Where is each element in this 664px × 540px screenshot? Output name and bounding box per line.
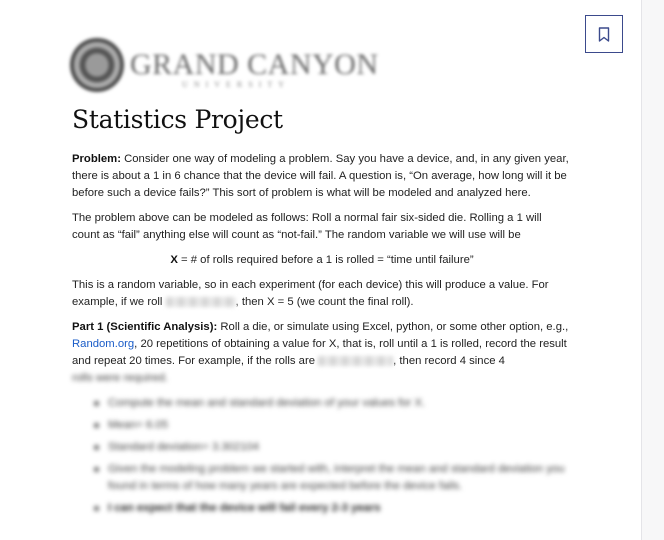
problem-label: Problem: [72, 153, 121, 165]
part1-text-1: Roll a die, or simulate using Excel, python, or some other option, e.g., [217, 321, 569, 333]
logo-subtext: UNIVERSITY [182, 80, 290, 89]
page-title: Statistics Project [72, 105, 283, 134]
document-body [72, 104, 572, 522]
random-variable-text-2: , then X = 5 (we count the final roll). [235, 296, 414, 308]
part1-text-3: , then record 4 since 4 [393, 355, 505, 367]
variable-definition [72, 252, 572, 269]
part1-text-2: , 20 repetitions of obtaining a value for X, that is, roll until a 1 is rolled, record the result and repeat 20 times. For example, if the rolls are [72, 338, 567, 367]
variable-definition-text: = # of rolls required before a 1 is rolled = “time until failure” [177, 254, 474, 266]
redacted-roll-sequence [166, 297, 236, 307]
list-item: Mean= 6.05 [94, 417, 572, 434]
random-variable-paragraph [72, 277, 572, 311]
redacted-example-rolls [318, 356, 393, 366]
logo-text: GRAND CANYON [130, 48, 379, 81]
model-paragraph: The problem above can be modeled as follows: Roll a normal fair six-sided die. Rolling a 1 will count as “fail” anything else will count as “not-fail.” The random variable we will use will be [72, 212, 542, 241]
part1-text-blurred: rolls were required. [72, 372, 169, 384]
bookmark-icon [598, 27, 610, 42]
part1-label: Part 1 (Scientific Analysis): [72, 321, 218, 333]
right-scrollbar-rail[interactable] [641, 0, 664, 540]
random-variable-text-1: This is a random variable, so in each experiment (for each device) this will produce a value. For example, if we roll [72, 279, 549, 308]
list-item: Given the modeling problem we started with, interpret the mean and standard deviation you found in terms of how many years are expected before the device fails. [94, 461, 572, 495]
list-item: Standard deviation= 3.302104 [94, 439, 572, 456]
list-item: Compute the mean and standard deviation of your values for X. [94, 395, 572, 412]
university-logo [70, 36, 379, 94]
problem-text: Consider one way of modeling a problem. Say you have a device, and, in any given year, there is about a 1 in 6 chance that the device will fail. A question is, “On average, how long will it be before such a device fails?” This sort of problem is what will be modeled and analyzed here. [72, 153, 569, 199]
part1-paragraph [72, 319, 572, 387]
bookmark-button[interactable] [585, 15, 623, 53]
university-seal [70, 38, 124, 92]
random-org-link[interactable]: Random.org [72, 338, 135, 350]
list-item: I can expect that the device will fail every 2-3 years [94, 500, 572, 517]
variable-symbol: X [170, 254, 178, 266]
problem-paragraph [72, 151, 572, 202]
results-bullet-list [72, 395, 572, 517]
